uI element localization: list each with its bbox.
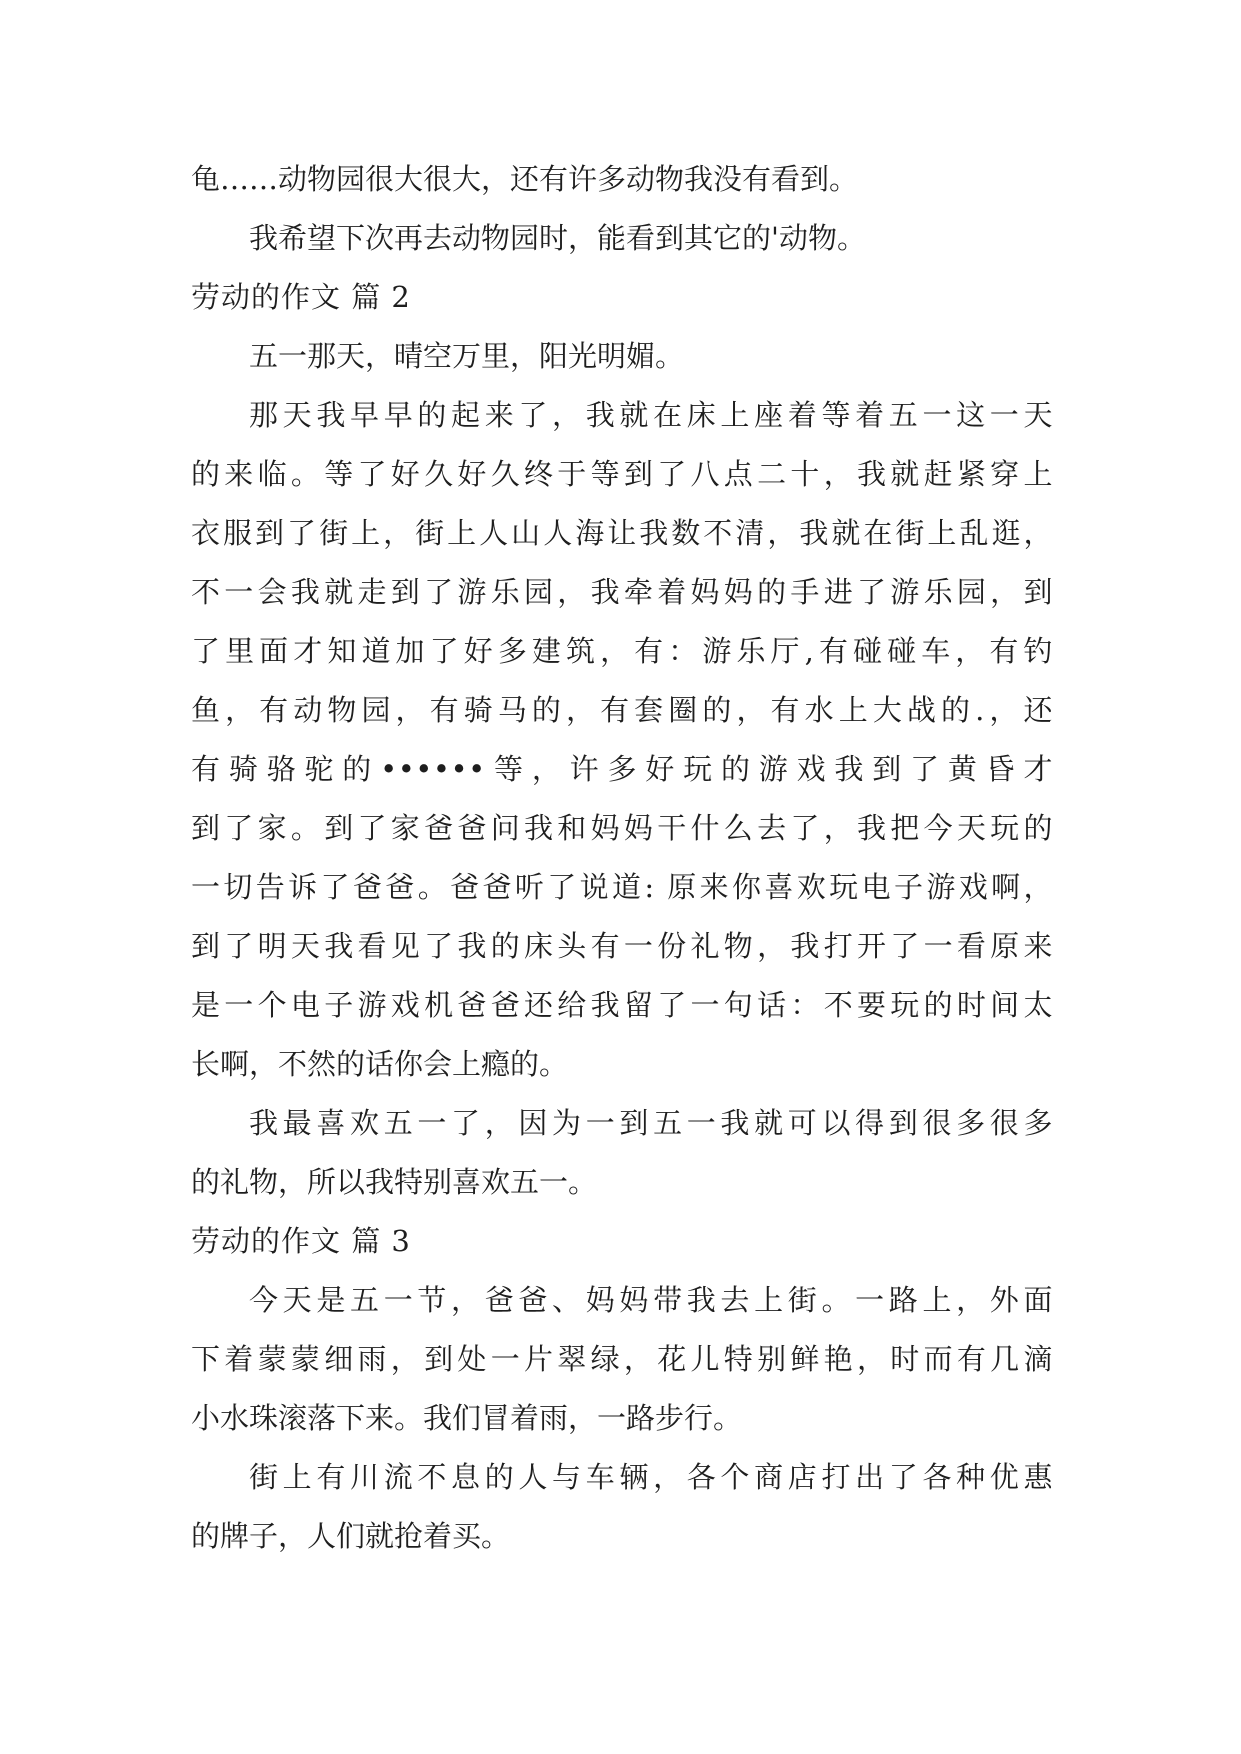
paragraph-line: 的礼物，所以我特别喜欢五一。 [191,1165,598,1199]
section-heading: 劳动的作文 篇 3 [191,1224,411,1258]
paragraph-line: 龟……动物园很大很大，还有许多动物我没有看到。 [191,162,859,196]
section-heading: 劳动的作文 篇 2 [191,280,411,314]
paragraph-line: 那天我早早的起来了，我就在床上座着等着五一这一天 [249,398,1053,432]
paragraph-line: 五一那天，晴空万里，阳光明媚。 [249,339,685,373]
paragraph-line: 不一会我就走到了游乐园，我牵着妈妈的手进了游乐园，到 [191,575,1053,609]
paragraph-line: 的牌子，人们就抢着买。 [191,1519,511,1553]
paragraph-line: 是一个电子游戏机爸爸还给我留了一句话：不要玩的时间太 [191,988,1053,1022]
paragraph-line: 鱼，有动物园，有骑马的，有套圈的，有水上大战的.，还 [191,693,1053,727]
paragraph-line: 长啊，不然的话你会上瘾的。 [191,1047,569,1081]
paragraph-line: 小水珠滚落下来。我们冒着雨，一路步行。 [191,1401,743,1435]
document-body [191,150,1053,1566]
paragraph-line: 街上有川流不息的人与车辆，各个商店打出了各种优惠 [249,1460,1053,1494]
paragraph-line: 我希望下次再去动物园时，能看到其它的'动物。 [249,221,866,255]
paragraph-line: 一切告诉了爸爸。爸爸听了说道: 原来你喜欢玩电子游戏啊， [191,870,1053,904]
paragraph-line: 衣服到了街上，街上人山人海让我数不清，我就在街上乱逛， [191,516,1053,550]
paragraph-line: 下着蒙蒙细雨，到处一片翠绿，花儿特别鲜艳，时而有几滴 [191,1342,1053,1376]
paragraph-line: 到了明天我看见了我的床头有一份礼物，我打开了一看原来 [191,929,1053,963]
paragraph-line: 了里面才知道加了好多建筑，有：游乐厅,有碰碰车，有钓 [191,634,1053,668]
paragraph-line: 今天是五一节，爸爸、妈妈带我去上街。一路上，外面 [249,1283,1053,1317]
paragraph-line: 的来临。等了好久好久终于等到了八点二十，我就赶紧穿上 [191,457,1053,491]
paragraph-line: 到了家。到了家爸爸问我和妈妈干什么去了，我把今天玩的 [191,811,1053,845]
paragraph-line: 我最喜欢五一了，因为一到五一我就可以得到很多很多 [249,1106,1053,1140]
paragraph-line: 有骑骆驼的••••••等，许多好玩的游戏我到了黄昏才 [191,752,1053,786]
